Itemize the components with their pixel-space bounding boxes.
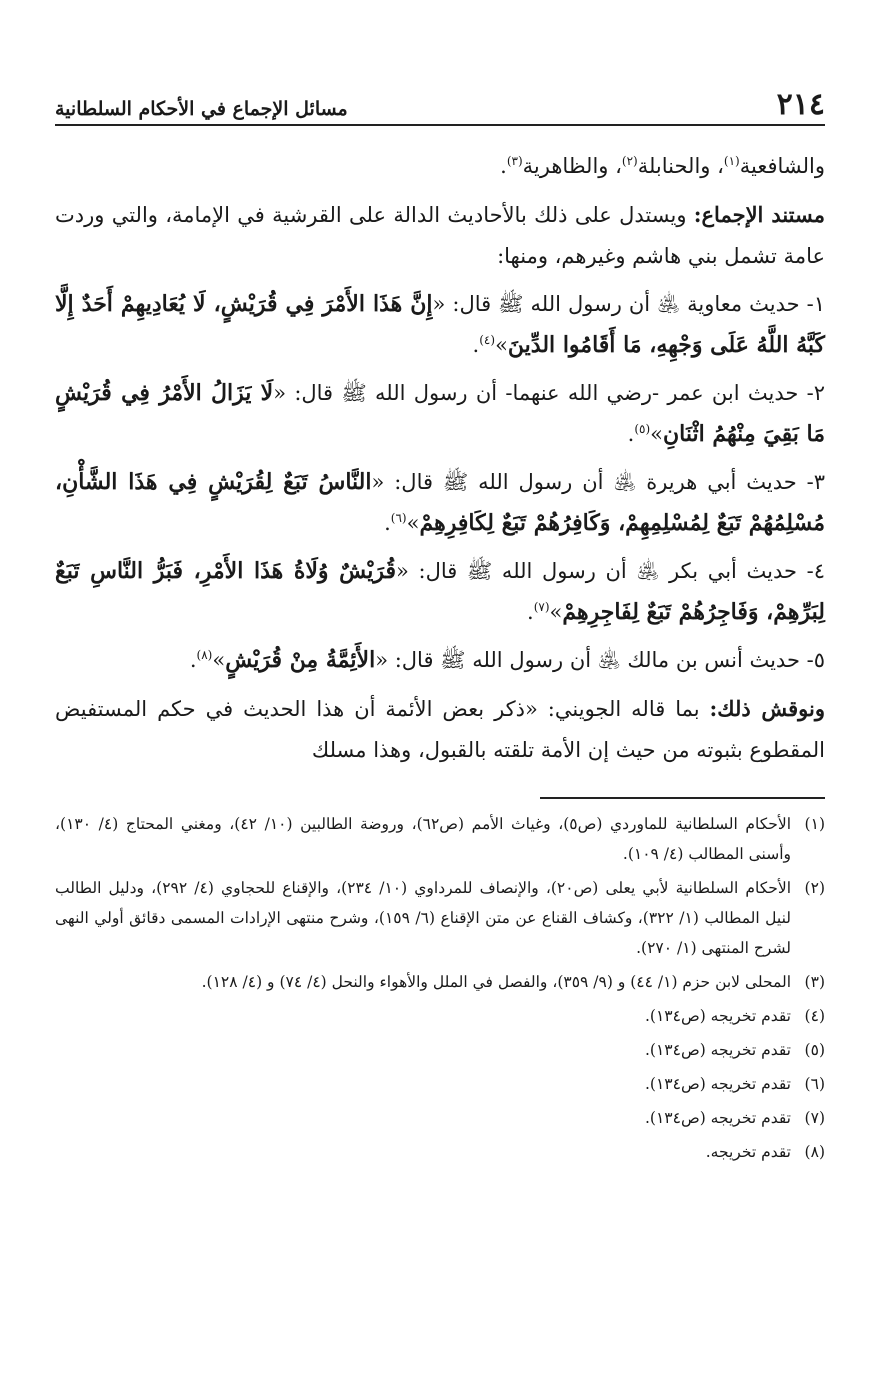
quote-close: » <box>549 600 563 624</box>
hadith-intro: ٢- حديث ابن عمر -رضي الله عنهما- أن رسول الله ﷺ قال: « <box>273 381 825 405</box>
footnote-number: (٢) <box>804 879 825 897</box>
text-span: . <box>527 600 534 624</box>
hadith-text: إِنَّ هَذَا الأَمْرَ فِي قُرَيْشٍ، لَا يُعَادِيهِمْ أَحَدٌ إِلَّا كَبَّهُ اللَّهُ عَلَى وَجْهِهِ، مَا أَقَامُوا الدِّينَ <box>55 291 825 358</box>
footnote-ref[interactable]: (٨) <box>196 648 213 662</box>
footnote-number: (٨) <box>804 1143 825 1161</box>
paragraph-continuation <box>55 146 825 187</box>
hadith-item-2 <box>55 373 825 455</box>
text-span: . <box>189 648 197 672</box>
hadith-item-4 <box>55 551 825 633</box>
footnote-ref[interactable]: (٣) <box>506 154 523 168</box>
section-lead: ونوقش ذلك: <box>709 696 825 721</box>
footnote-text: الأحكام السلطانية للماوردي (ص٥)، وغياث الأمم (ص٦٢)، وروضة الطالبين (١٠/ ٤٢)، ومغني المحتاج (٤/ ١٣٠)، وأسنى المطالب (٤/ ١٠٩). <box>55 815 792 863</box>
hadith-item-5 <box>55 640 825 681</box>
footnote-text: تقدم تخريجه. <box>705 1143 791 1161</box>
text-span: ، والحنابلة <box>637 154 724 178</box>
hadith-item-3 <box>55 462 825 544</box>
hadith-text: النَّاسُ تَبَعٌ لِقُرَيْشٍ فِي هَذَا الشَّأْنِ، مُسْلِمُهُمْ تَبَعٌ لِمُسْلِمِهِمْ، وَكَافِرُهُمْ تَبَعٌ لِكَافِرِهِمْ <box>55 469 825 536</box>
hadith-item-1 <box>55 284 825 366</box>
quote-close: » <box>406 511 420 535</box>
quote-close: » <box>495 333 508 357</box>
running-title: مسائل الإجماع في الأحكام السلطانية <box>55 98 348 120</box>
hadith-intro: ١- حديث معاوية ﵁ أن رسول الله ﷺ قال: « <box>432 292 825 316</box>
quote-close: » <box>212 648 226 672</box>
page-header <box>55 70 825 126</box>
text-span: . <box>384 511 391 535</box>
text-span: . <box>627 422 635 446</box>
footnote-number: (٣) <box>804 973 825 991</box>
footnote-ref[interactable]: (٦) <box>390 511 407 525</box>
footnote-ref[interactable]: (٢) <box>621 154 638 168</box>
footnote-text: تقدم تخريجه (ص١٣٤). <box>645 1075 791 1093</box>
text-span: . <box>472 333 480 357</box>
footnote-number: (٦) <box>804 1075 825 1093</box>
footnote-item <box>55 1001 825 1031</box>
footnote-item <box>55 1035 825 1065</box>
footnote-text: تقدم تخريجه (ص١٣٤). <box>645 1041 791 1059</box>
footnote-text: المحلى لابن حزم (١/ ٤٤) و (٩/ ٣٥٩)، والفصل في الملل والأهواء والنحل (٤/ ٧٤) و (٤/ ١٢٨). <box>201 973 791 991</box>
footnote-item <box>55 1069 825 1099</box>
paragraph-text: بما قاله الجويني: «ذكر بعض الأئمة أن هذا الحديث في حكم المستفيض المقطوع بثبوته من حيث إن الأمة تلقته بالقبول، وهذا مسلك <box>55 697 825 762</box>
hadith-text: قُرَيْشٌ وُلَاةُ هَذَا الأَمْرِ، فَبَرُّ النَّاسِ تَبَعٌ لِبَرِّهِمْ، وَفَاجِرُهُمْ تَبَعٌ لِفَاجِرِهِمْ <box>55 558 825 625</box>
main-text <box>55 146 825 771</box>
footnote-text: تقدم تخريجه (ص١٣٤). <box>645 1109 791 1127</box>
hadith-intro: ٥- حديث أنس بن مالك ﵁ أن رسول الله ﷺ قال: « <box>375 648 825 672</box>
footnote-number: (٥) <box>804 1041 825 1059</box>
paragraph-text: ويستدل على ذلك بالأحاديث الدالة على القرشية في الإمامة، والتي وردت عامة تشمل بني هاشم وغيرهم، ومنها: <box>55 203 825 268</box>
text-span: والشافعية <box>739 154 825 178</box>
footnote-text: تقدم تخريجه (ص١٣٤). <box>645 1007 791 1025</box>
footnote-number: (٤) <box>804 1007 825 1025</box>
footnote-item <box>55 1103 825 1133</box>
footnote-number: (٧) <box>804 1109 825 1127</box>
hadith-intro: ٤- حديث أبي بكر ﵁ أن رسول الله ﷺ قال: « <box>396 559 826 583</box>
footnote-item <box>55 967 825 997</box>
footnote-item <box>55 873 825 963</box>
footnote-ref[interactable]: (٧) <box>533 600 550 614</box>
section-lead: مستند الإجماع: <box>693 202 825 227</box>
quote-close: » <box>650 422 663 446</box>
hadith-intro: ٣- حديث أبي هريرة ﵁ أن رسول الله ﷺ قال: « <box>371 470 825 494</box>
text-span: . <box>500 154 507 178</box>
paragraph-evidence <box>55 194 825 277</box>
footnotes <box>55 809 825 1167</box>
footnote-ref[interactable]: (١) <box>723 154 740 168</box>
footnote-text: الأحكام السلطانية لأبي يعلى (ص٢٠)، والإنصاف للمرداوي (١٠/ ٢٣٤)، والإقناع للحجاوي (٤/ ٢٩٢)، ودليل الطالب لنيل المطالب (١/ ٣٢٢)، وكشاف القناع عن متن الإقناع (٦/ ١٥٩)، وشرح منتهى الإرادات المسمى دقائق أولي النهى لشرح المنتهى (١/ ٢٧٠). <box>55 879 792 957</box>
book-page <box>55 70 825 1361</box>
paragraph-discussion <box>55 688 825 771</box>
footnote-item <box>55 809 825 869</box>
footnote-ref[interactable]: (٤) <box>479 333 496 347</box>
footnote-ref[interactable]: (٥) <box>634 422 651 436</box>
footnote-number: (١) <box>804 815 825 833</box>
footnote-separator <box>540 797 825 799</box>
hadith-text: لَا يَزَالُ الأَمْرُ فِي قُرَيْشٍ مَا بَقِيَ مِنْهُمُ اثْنَانِ <box>55 380 825 447</box>
text-span: ، والظاهرية <box>522 154 622 178</box>
page-number: ٢١٤ <box>776 87 825 122</box>
footnote-item <box>55 1137 825 1167</box>
hadith-text: الأَئِمَّةُ مِنْ قُرَيْشٍ <box>225 647 376 673</box>
